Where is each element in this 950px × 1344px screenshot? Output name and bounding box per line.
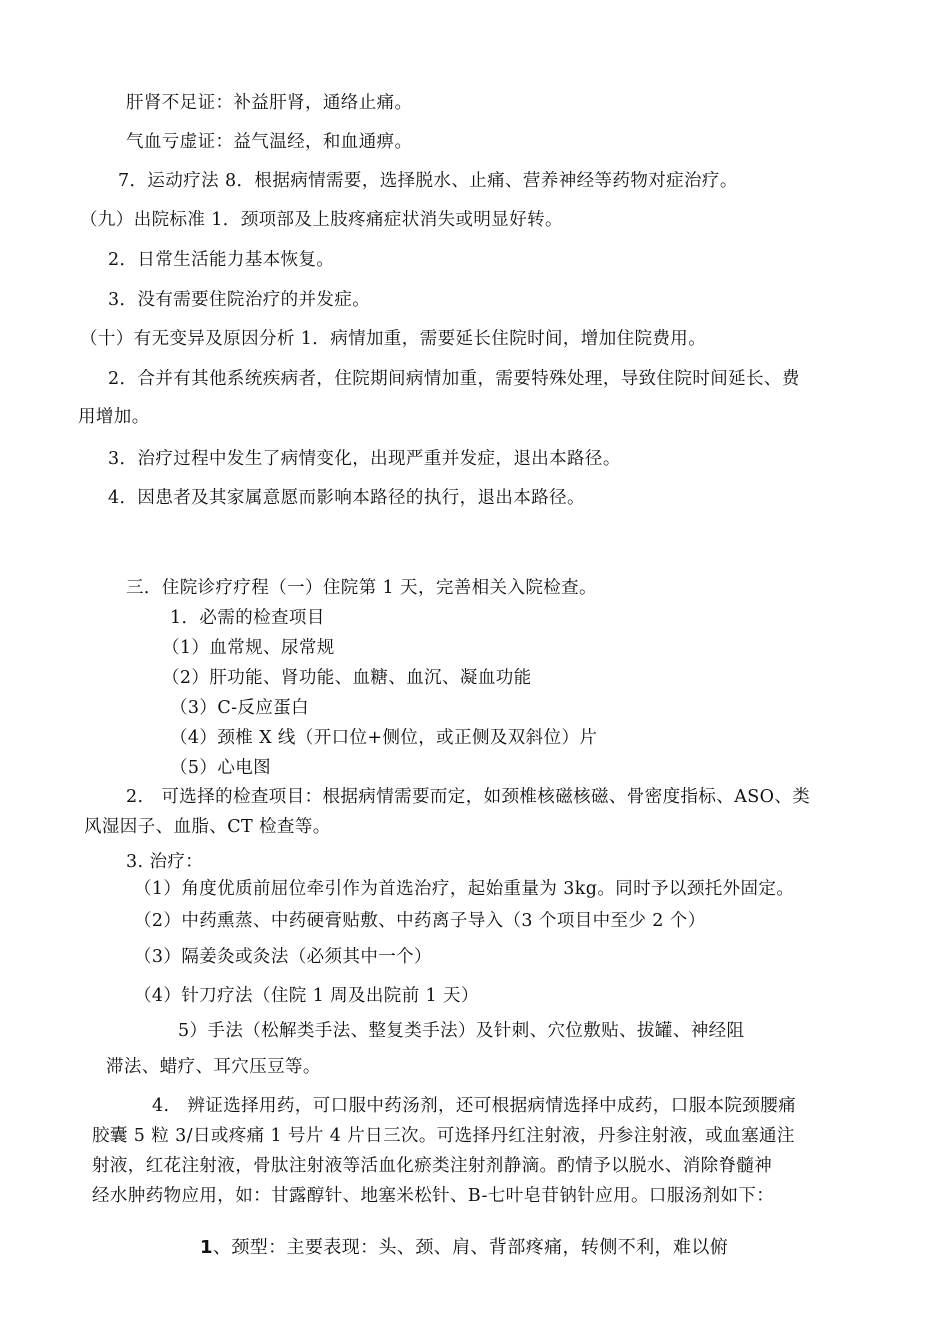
text-line: 射液，红花注射液，骨肽注射液等活血化瘀类注射剂静滴。酌情予以脱水、消除脊髓神 (92, 1156, 773, 1176)
section-heading: 三．住院诊疗疗程（一）住院第 1 天，完善相关入院检查。 (126, 578, 597, 598)
text-line: （5）心电图 (170, 758, 272, 778)
text-line: （4）颈椎 X 线（开口位+侧位，或正侧及双斜位）片 (170, 728, 598, 748)
text-line: （4）针刀疗法（住院 1 周及出院前 1 天） (134, 986, 479, 1006)
text-line: 5）手法（松解类手法、整复类手法）及针刺、穴位敷贴、拔罐、神经阻 (178, 1021, 745, 1041)
text-line: 用增加。 (78, 407, 150, 427)
text-line: 4．因患者及其家属意愿而影响本路径的执行，退出本路径。 (108, 488, 585, 508)
text-line: （2）中药熏蒸、中药硬膏贴敷、中药离子导入（3 个项目中至少 2 个） (134, 911, 706, 931)
text-line: （1）血常规、尿常规 (162, 638, 335, 658)
text-line: 滞法、蜡疗、耳穴压豆等。 (106, 1057, 321, 1077)
item-text: 、颈型：主要表现：头、颈、肩、背部疼痛，转侧不利，难以俯 (212, 1237, 729, 1258)
text-line: （3）C-反应蛋白 (170, 698, 310, 718)
text-line: 4. 辨证选择用药，可口服中药汤剂，还可根据病情选择中成药，口服本院颈腰痛 (152, 1096, 796, 1116)
text-line: 风湿因子、血脂、CT 检查等。 (84, 817, 331, 837)
text-line: 胶囊 5 粒 3/日或疼痛 1 号片 4 片日三次。可选择丹红注射液，丹参注射液，或血塞通注 (92, 1126, 795, 1146)
text-line: 3．治疗过程中发生了病情变化，出现严重并发症，退出本路径。 (108, 449, 621, 469)
subtype-heading (200, 1236, 728, 1260)
text-line: （1）角度优质前屈位牵引作为首选治疗，起始重量为 3kg。同时予以颈托外固定。 (134, 879, 795, 899)
text-line: 肝肾不足证：补益肝肾，通络止痛。 (126, 93, 413, 113)
text-line: 3. 治疗： (126, 852, 204, 872)
text-line: 经水肿药物应用，如：甘露醇针、地塞米松针、B-七叶皂苷钠针应用。口服汤剂如下： (92, 1186, 775, 1206)
text-line: 1．必需的检查项目 (170, 608, 325, 628)
text-line: 2. 可选择的检查项目：根据病情需要而定，如颈椎核磁核磁、骨密度指标、ASO、类 (126, 787, 811, 807)
text-line: 2．合并有其他系统疾病者，住院期间病情加重，需要特殊处理，导致住院时间延长、费 (108, 369, 800, 389)
text-line: （九）出院标准 1．颈项部及上肢疼痛症状消失或明显好转。 (80, 210, 563, 230)
text-line: （3）隔姜灸或灸法（必须其中一个） (134, 947, 432, 967)
item-number: 1 (200, 1237, 213, 1258)
text-line: （十）有无变异及原因分析 1．病情加重，需要延长住院时间，增加住院费用。 (80, 329, 707, 349)
text-line: 2．日常生活能力基本恢复。 (108, 250, 335, 270)
text-line: 气血亏虚证：益气温经，和血通痹。 (126, 132, 413, 152)
text-line: 7．运动疗法 8．根据病情需要，选择脱水、止痛、营养神经等药物对症治疗。 (118, 171, 738, 191)
text-line: 3．没有需要住院治疗的并发症。 (108, 290, 371, 310)
text-line: （2）肝功能、肾功能、血糖、血沉、凝血功能 (162, 668, 532, 688)
